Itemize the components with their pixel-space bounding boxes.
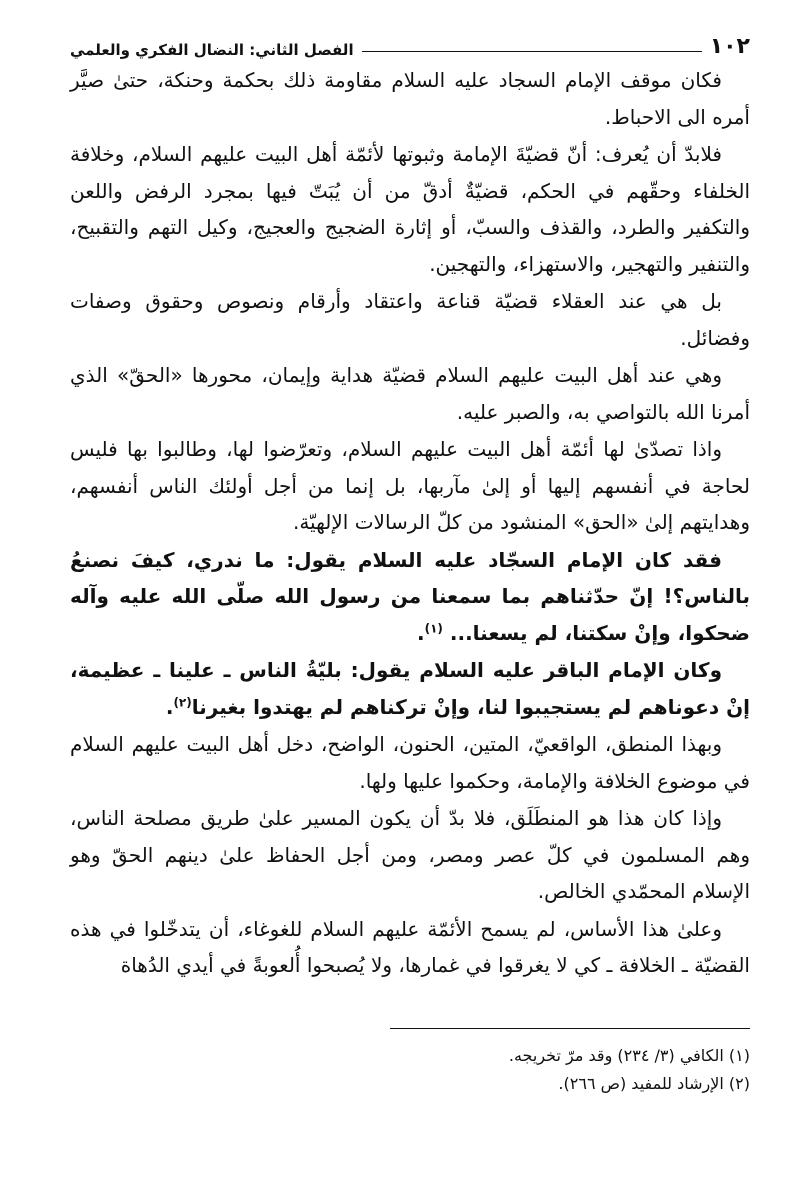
paragraph: واذا تصدّىٰ لها أئمّة أهل البيت عليهم السلام، وتعرّضوا لها، وطالبوا بها فليس لحاجة في أنفسهم إليها أو إلىٰ مآربها، بل إنما من أجل أولئك الناس أنفسهم، وهدايتهم إلىٰ «الحق» المنشود من كلّ الرسالات الإلهيّة. bbox=[70, 437, 750, 534]
paragraph: فكان موقف الإمام السجاد عليه السلام مقاومة ذلك بحكمة وحنكة، حتىٰ صيَّر أمره الى الاحباط. bbox=[70, 68, 750, 129]
body-text bbox=[70, 62, 750, 984]
paragraph: بل هي عند العقلاء قضيّة قناعة واعتقاد وأرقام ونصوص وحقوق وصفات وفضائل. bbox=[70, 289, 750, 350]
paragraph: وعلىٰ هذا الأساس، لم يسمح الأئمّة عليهم السلام للغوغاء، أن يتدخّلوا في هذه القضيّة ـ الخلافة ـ كي لا يغرقوا في غمارها، ولا يُصبحوا أُلعوبةً في أيدي الدُهاة bbox=[70, 916, 750, 977]
quote-paragraph: وكان الإمام الباقر عليه السلام يقول: بليّةُ الناس ـ علينا ـ عظيمة، إنْ دعوناهم لم يستجيبوا لنا، وإنْ تركناهم لم يهتدوا بغيرنا$^{(٢)}$. bbox=[70, 658, 750, 719]
page-number: ١٠٢ bbox=[709, 34, 750, 59]
paragraph: فلابدّ أن يُعرف: أنّ قضيّةَ الإمامة وثبوتها لأئمّة أهل البيت عليهم السلام، وخلافة الخلفاء وحقّهم في الحكم، قضيّةٌ أدقّ من أن يُبَتّ فيها بمجرد الرفض واللعن والتكفير والطرد، والقذف والسبّ، أو إثارة الضجيج والعجيج، وكيل التهم والتقبيح، والتنفير والتهجير، والاستهزاء، والتهجين. bbox=[70, 142, 750, 276]
quote-text: فقد كان الإمام السجّاد عليه السلام يقول: ما ندري، كيفَ نصنعُ بالناس؟! إنّ حدّثناهم بما سمعنا من رسول الله صلّى الله عليه وآله ضحكوا، وإنْ سكتنا، لم يسعنا... bbox=[70, 547, 750, 645]
paragraph: وبهذا المنطق، الواقعيّ، المتين، الحنون، الواضح، دخل أهل البيت عليهم السلام في موضوع الخلافة والإمامة، وحكموا عليها ولها. bbox=[70, 732, 750, 793]
header-rule bbox=[362, 51, 702, 52]
footnotes bbox=[70, 1042, 750, 1098]
paragraph: وإذا كان هذا هو المنطَلَق، فلا بدّ أن يكون المسير علىٰ طريق مصلحة الناس، وهم المسلمون في كلّ عصر ومصر، ومن أجل الحفاظ علىٰ دينهم الحقّ وهو الإسلام المحمّدي الخالص. bbox=[70, 806, 750, 903]
quote-paragraph: فقد كان الإمام السجّاد عليه السلام يقول: ما ندري، كيفَ نصنعُ بالناس؟! إنّ حدّثناهم بما سمعنا من رسول الله صلّى الله عليه وآله ضحكوا، وإنْ سكتنا، لم يسعنا... $^{(١)}$. bbox=[70, 547, 750, 645]
footnote: (١) الكافي (٣/ ٢٣٤) وقد مرّ تخريجه. bbox=[508, 1046, 750, 1065]
running-header bbox=[70, 28, 750, 58]
paragraph: وهي عند أهل البيت عليهم السلام قضيّة هداية وإيمان، محورها «الحقّ» الذي أمرنا الله بالتواصي به، والصبر عليه. bbox=[70, 363, 750, 424]
footnote-ref[interactable]: (٢) bbox=[173, 694, 192, 709]
footnote-ref[interactable]: (١) bbox=[424, 620, 443, 635]
quote-text: وكان الإمام الباقر عليه السلام يقول: بليّةُ الناس ـ علينا ـ عظيمة، إنْ دعوناهم لم يستجيبوا لنا، وإنْ تركناهم لم يهتدوا بغيرنا bbox=[70, 658, 750, 719]
footnote: (٢) الإرشاد للمفيد (ص ٢٦٦). bbox=[558, 1074, 750, 1093]
chapter-title: الفصل الثاني: النضال الفكري والعلمي bbox=[70, 41, 354, 59]
footnote-separator bbox=[390, 1028, 750, 1029]
